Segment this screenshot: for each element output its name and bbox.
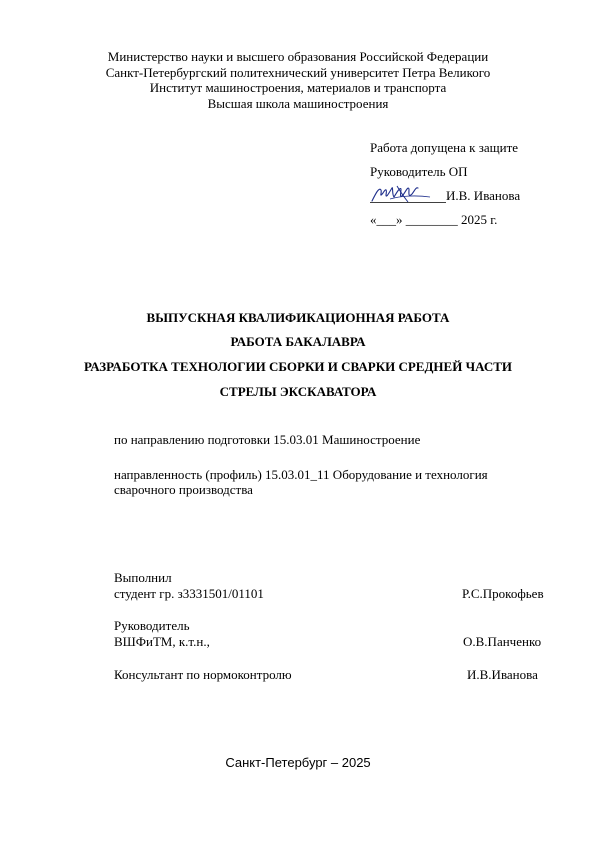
institute-name: Институт машиностроения, материалов и транспорта <box>149 80 447 95</box>
degree-title: РАБОТА БАКАЛАВРА <box>230 334 366 349</box>
profile-line-1: направленность (профиль) 15.03.01_11 Оборудование и технология <box>114 467 488 482</box>
field-of-study: по направлению подготовки 15.03.01 Машиностроение <box>114 432 421 447</box>
thesis-title-line-2: СТРЕЛЫ ЭКСКАВАТОРА <box>219 384 377 399</box>
supervisor-label: Руководитель <box>114 618 190 633</box>
performed-label: Выполнил <box>114 570 172 585</box>
approval-head-name: И.В. Иванова <box>446 188 521 203</box>
approval-head-title: Руководитель ОП <box>370 164 468 179</box>
ministry-name: Министерство науки и высшего образования Российской Федерации <box>107 49 489 64</box>
university-name: Санкт-Петербургский политехнический университет Петра Великого <box>105 64 491 80</box>
city-year: Санкт-Петербург – 2025 <box>225 755 371 770</box>
approval-date-line: «___» ________ 2025 г. <box>370 212 498 227</box>
consultant-name: И.В.Иванова <box>467 667 538 682</box>
institution-header <box>0 49 595 111</box>
student-label: студент гр. з3331501/01101 <box>114 586 264 601</box>
consultant-label: Консультант по нормоконтролю <box>114 667 292 682</box>
approval-admitted: Работа допущена к защите <box>370 140 519 155</box>
supervisor-position: ВШФиТМ, к.т.н., <box>114 634 210 649</box>
profile-line-2: сварочного производства <box>114 482 253 497</box>
document-type-title: ВЫПУСКНАЯ КВАЛИФИКАЦИОННАЯ РАБОТА <box>146 310 450 325</box>
thesis-title-line-1: РАЗРАБОТКА ТЕХНОЛОГИИ СБОРКИ И СВАРКИ СРЕДНЕЙ ЧАСТИ <box>83 359 513 374</box>
supervisor-name: О.В.Панченко <box>463 634 542 649</box>
student-name: Р.С.Прокофьев <box>462 586 544 601</box>
signature-image <box>370 183 446 205</box>
school-name: Высшая школа машиностроения <box>207 95 389 111</box>
